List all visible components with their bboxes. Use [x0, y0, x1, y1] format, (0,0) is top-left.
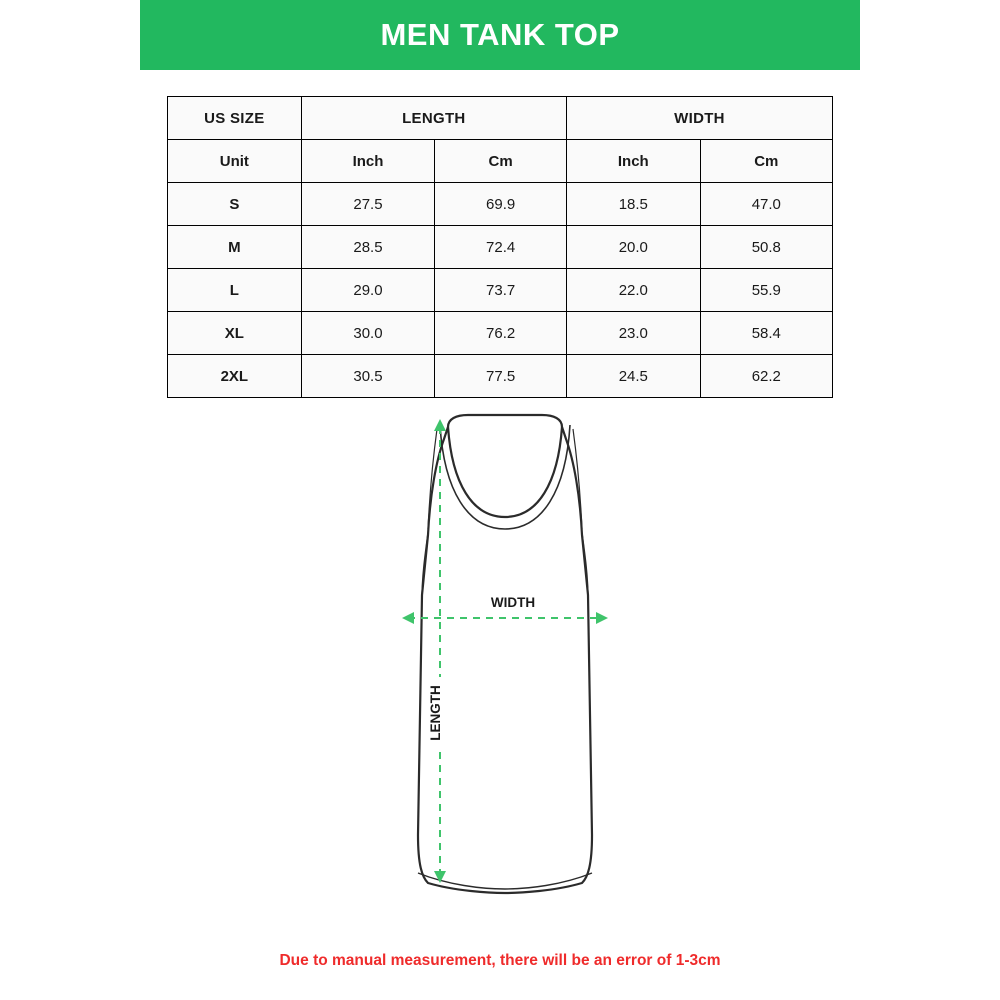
row-width-inch: 18.5 [566, 183, 700, 226]
row-size: 2XL [168, 355, 302, 398]
row-size: S [168, 183, 302, 226]
unit-width-cm: Cm [700, 140, 832, 183]
row-width-inch: 24.5 [566, 355, 700, 398]
row-length-inch: 27.5 [301, 183, 435, 226]
garment-diagram [330, 405, 680, 915]
table-unit-row [168, 140, 833, 183]
header-length: LENGTH [301, 97, 566, 140]
row-length-cm: 77.5 [435, 355, 567, 398]
row-width-cm: 47.0 [700, 183, 832, 226]
row-width-cm: 58.4 [700, 312, 832, 355]
unit-label: Unit [168, 140, 302, 183]
size-chart-table [167, 96, 833, 398]
table-row [168, 312, 833, 355]
table-row [168, 355, 833, 398]
size-chart-table-container [167, 96, 833, 398]
row-length-cm: 69.9 [435, 183, 567, 226]
unit-length-cm: Cm [435, 140, 567, 183]
page-title: MEN TANK TOP [380, 17, 620, 52]
row-size: M [168, 226, 302, 269]
header-width: WIDTH [566, 97, 832, 140]
table-row [168, 226, 833, 269]
row-width-cm: 50.8 [700, 226, 832, 269]
unit-length-inch: Inch [301, 140, 435, 183]
row-width-inch: 23.0 [566, 312, 700, 355]
row-width-cm: 55.9 [700, 269, 832, 312]
table-row [168, 183, 833, 226]
row-width-inch: 20.0 [566, 226, 700, 269]
row-width-cm: 62.2 [700, 355, 832, 398]
table-header-row [168, 97, 833, 140]
row-length-inch: 30.0 [301, 312, 435, 355]
measurement-disclaimer: Due to manual measurement, there will be an error of 1-3cm [279, 952, 721, 969]
row-length-cm: 72.4 [435, 226, 567, 269]
header-us-size: US SIZE [168, 97, 302, 140]
unit-width-inch: Inch [566, 140, 700, 183]
tank-top-illustration [418, 415, 592, 893]
header-banner [140, 0, 860, 70]
row-length-inch: 29.0 [301, 269, 435, 312]
row-size: XL [168, 312, 302, 355]
length-label: LENGTH [428, 685, 443, 741]
width-label: WIDTH [490, 595, 536, 610]
row-length-inch: 30.5 [301, 355, 435, 398]
row-width-inch: 22.0 [566, 269, 700, 312]
row-length-cm: 73.7 [435, 269, 567, 312]
row-length-cm: 76.2 [435, 312, 567, 355]
row-length-inch: 28.5 [301, 226, 435, 269]
row-size: L [168, 269, 302, 312]
table-row [168, 269, 833, 312]
